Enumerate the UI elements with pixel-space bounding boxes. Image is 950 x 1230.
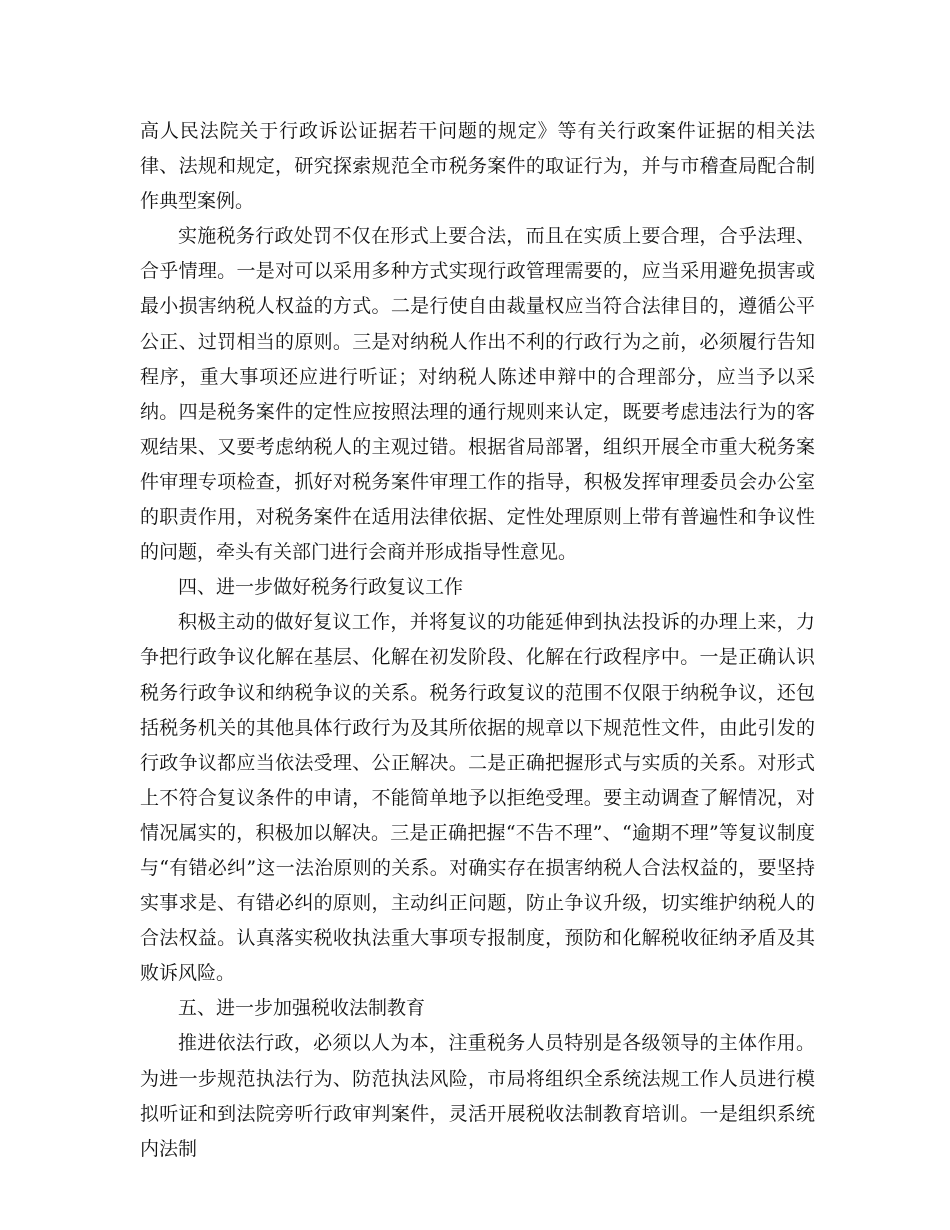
section-heading-4: 四、进一步做好税务行政复议工作	[178, 576, 464, 599]
paragraph-penalty-principles: 实施税务行政处罚不仅在形式上要合法，而且在实质上要合理，合乎法理、合乎情理。一是对可以采用多种方式实现行政管理需要的，应当采用避免损害或最小损害纳税人权益的方式。二是行使自由裁量权应当符合法律目的，遵循公平公正、过罚相当的原则。三是对纳税人作出不利的行政行为之前，必须履行告知程序，重大事项还应进行听证；对纳税人陈述申辩中的合理部分，应当予以采纳。四是税务案件的定性应按照法理的通行规则来认定，既要考虑违法行为的客观结果、又要考虑纳税人的主观过错。根据省局部署，组织开展全市重大税务案件审理专项检查，抓好对税务案件审理工作的指导，积极发挥审理委员会办公室的职责作用，对税务案件在适用法律依据、定性处理原则上带有普遍性和争议性的问题，牵头有关部门进行会商并形成指导性意见。	[140, 225, 815, 564]
paragraph-legal-education: 推进依法行政，必须以人为本，注重税务人员特别是各级领导的主体作用。为进一步规范执法行为、防范执法风险，市局将组织全系统法规工作人员进行模拟听证和到法院旁听行政审判案件，灵活开展税收法制教育培训。一是组织系统内法制	[140, 1032, 815, 1160]
document-body	[140, 114, 815, 1167]
section-heading-5: 五、进一步加强税收法制教育	[178, 997, 426, 1020]
paragraph-administrative-review: 积极主动的做好复议工作，并将复议的功能延伸到执法投诉的办理上来，力争把行政争议化解在基层、化解在初发阶段、化解在行政程序中。一是正确认识税务行政争议和纳税争议的关系。税务行政复议的范围不仅限于纳税争议，还包括税务机关的其他具体行政行为及其所依据的规章以下规范性文件，由此引发的行政争议都应当依法受理、公正解决。二是正确把握形式与实质的关系。对形式上不符合复议条件的申请，不能简单地予以拒绝受理。要主动调查了解情况，对情况属实的，积极加以解决。三是正确把握“不告不理”、“逾期不理”等复议制度与“有错必纠”这一法治原则的关系。对确实存在损害纳税人合法权益的，要坚持实事求是、有错必纠的原则，主动纠正问题，防止争议升级，切实维护纳税人的合法权益。认真落实税收执法重大事项专报制度，预防和化解税收征纳矛盾及其败诉风险。	[140, 611, 815, 985]
paragraph-continuation: 高人民法院关于行政诉讼证据若干问题的规定》等有关行政案件证据的相关法律、法规和规定，研究探索规范全市税务案件的取证行为，并与市稽查局配合制作典型案例。	[140, 120, 815, 213]
